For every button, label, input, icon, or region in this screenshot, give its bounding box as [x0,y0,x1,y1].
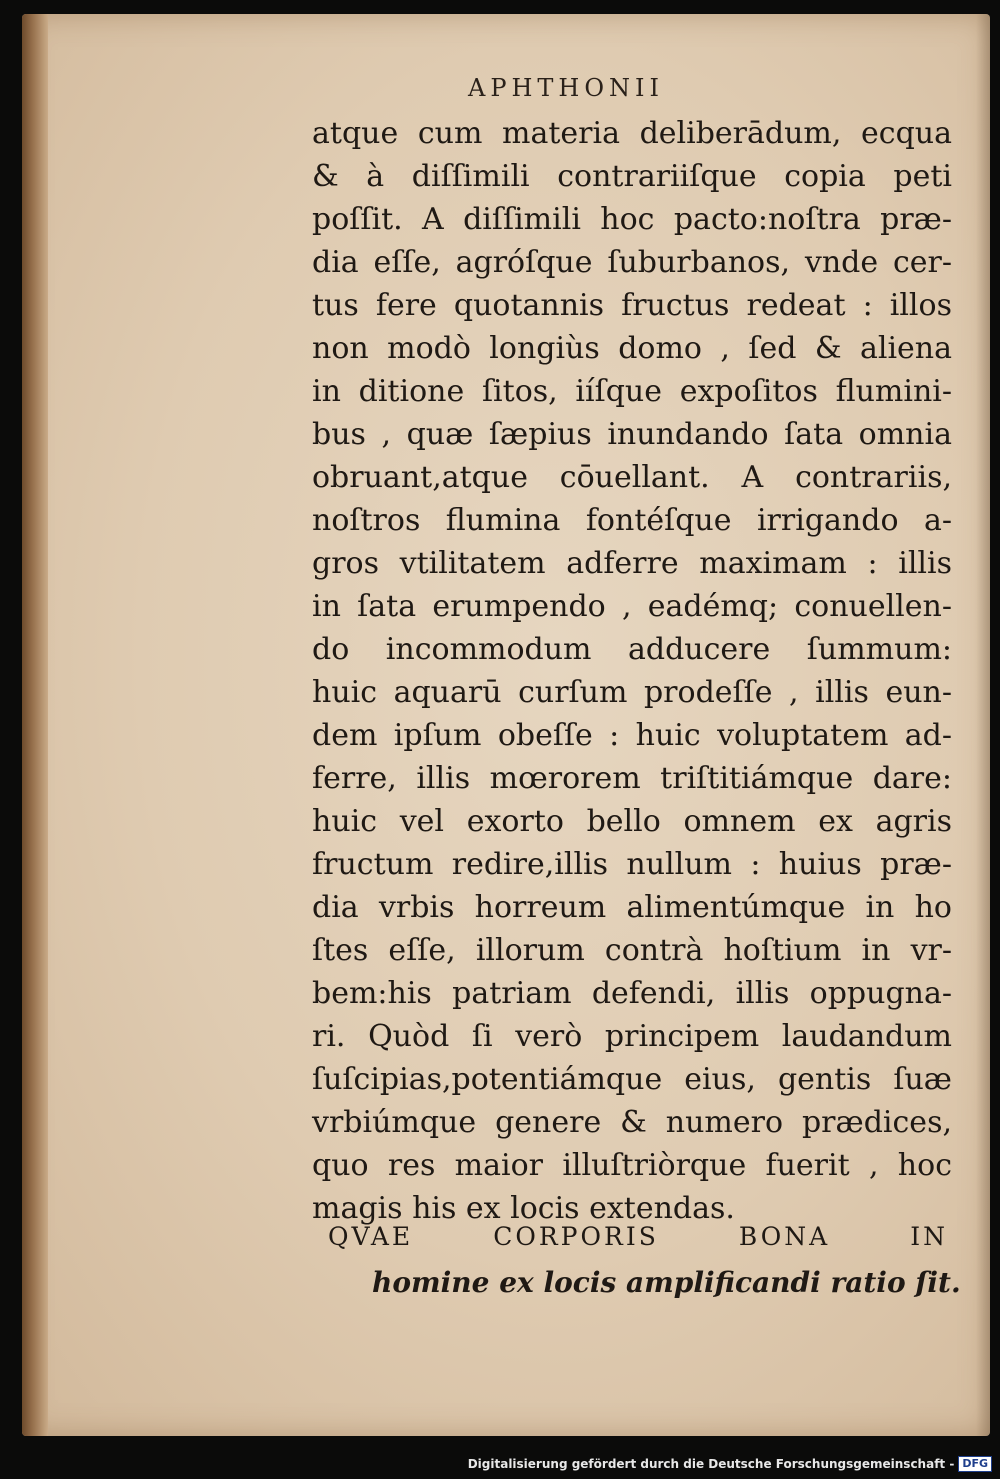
credit-text: Digitalisierung gefördert durch die Deutsche Forschungsgemeinschaft - [467,1457,955,1471]
text-line: do incommodum adducere ſummum: [312,632,952,667]
text-line: quo res maior illuſtriòrque fuerit , hoc [312,1148,952,1183]
text-line: ri. Quòd ſi verò principem laudandum [312,1019,952,1054]
text-line: in ſata erumpendo , eadémq; conuellen- [312,589,952,624]
book-spine [22,14,48,1436]
text-line: noſtros flumina fontéſque irrigando a- [312,503,952,538]
dfg-logo-icon: DFG [958,1456,992,1472]
text-line: bem:his patriam defendi, illis oppugna- [312,976,952,1011]
text-line: fructum redire,illis nullum : huius præ- [312,847,952,882]
text-line: poſſit. A diſſimili hoc pacto:noſtra præ- [312,202,952,237]
text-line: in ditione ſitos, iíſque expoſitos flumini- [312,374,952,409]
text-line: atque cum materia deliberādum, ecqua [312,116,952,151]
text-line: obruant,atque cōuellant. A contrariis, [312,460,952,495]
text-line: gros vtilitatem adferre maximam : illis [312,546,952,581]
text-line: magis his ex locis extendas. [312,1191,735,1226]
text-line: dia eſſe, agróſque ſuburbanos, vnde cer- [312,245,952,280]
text-line: huic vel exorto bello omnem ex agris [312,804,952,839]
text-line: vrbiúmque genere & numero prædices, [312,1105,952,1140]
digitization-credit [468,1455,992,1473]
text-line: ſtes eſſe, illorum contrà hoſtium in vr- [312,933,952,968]
section-heading: QVAE CORPORIS BONA IN [328,1222,948,1251]
book-page [22,14,990,1436]
text-line: bus , quæ ſæpius inundando ſata omnia [312,417,952,452]
text-line: ferre, illis mœrorem triſtitiámque dare: [312,761,952,796]
text-line: non modò longiùs domo , ſed & aliena [312,331,952,366]
text-line: dia vrbis horreum alimentúmque in ho [312,890,952,925]
body-text [312,112,952,1230]
text-line: ſuſcipias,potentiámque eius, gentis ſuæ [312,1062,952,1097]
section-subheading: homine ex locis amplificandi ratio ſit. [372,1266,961,1299]
text-line: huic aquarū curſum prodeſſe , illis eun- [312,675,952,710]
text-line: tus fere quotannis fructus redeat : illos [312,288,952,323]
text-line: & à diſſimili contrariiſque copia peti [312,159,952,194]
page-edge [976,14,990,1436]
running-head: APHTHONII [468,74,664,102]
text-line: dem ipſum obeſſe : huic voluptatem ad- [312,718,952,753]
